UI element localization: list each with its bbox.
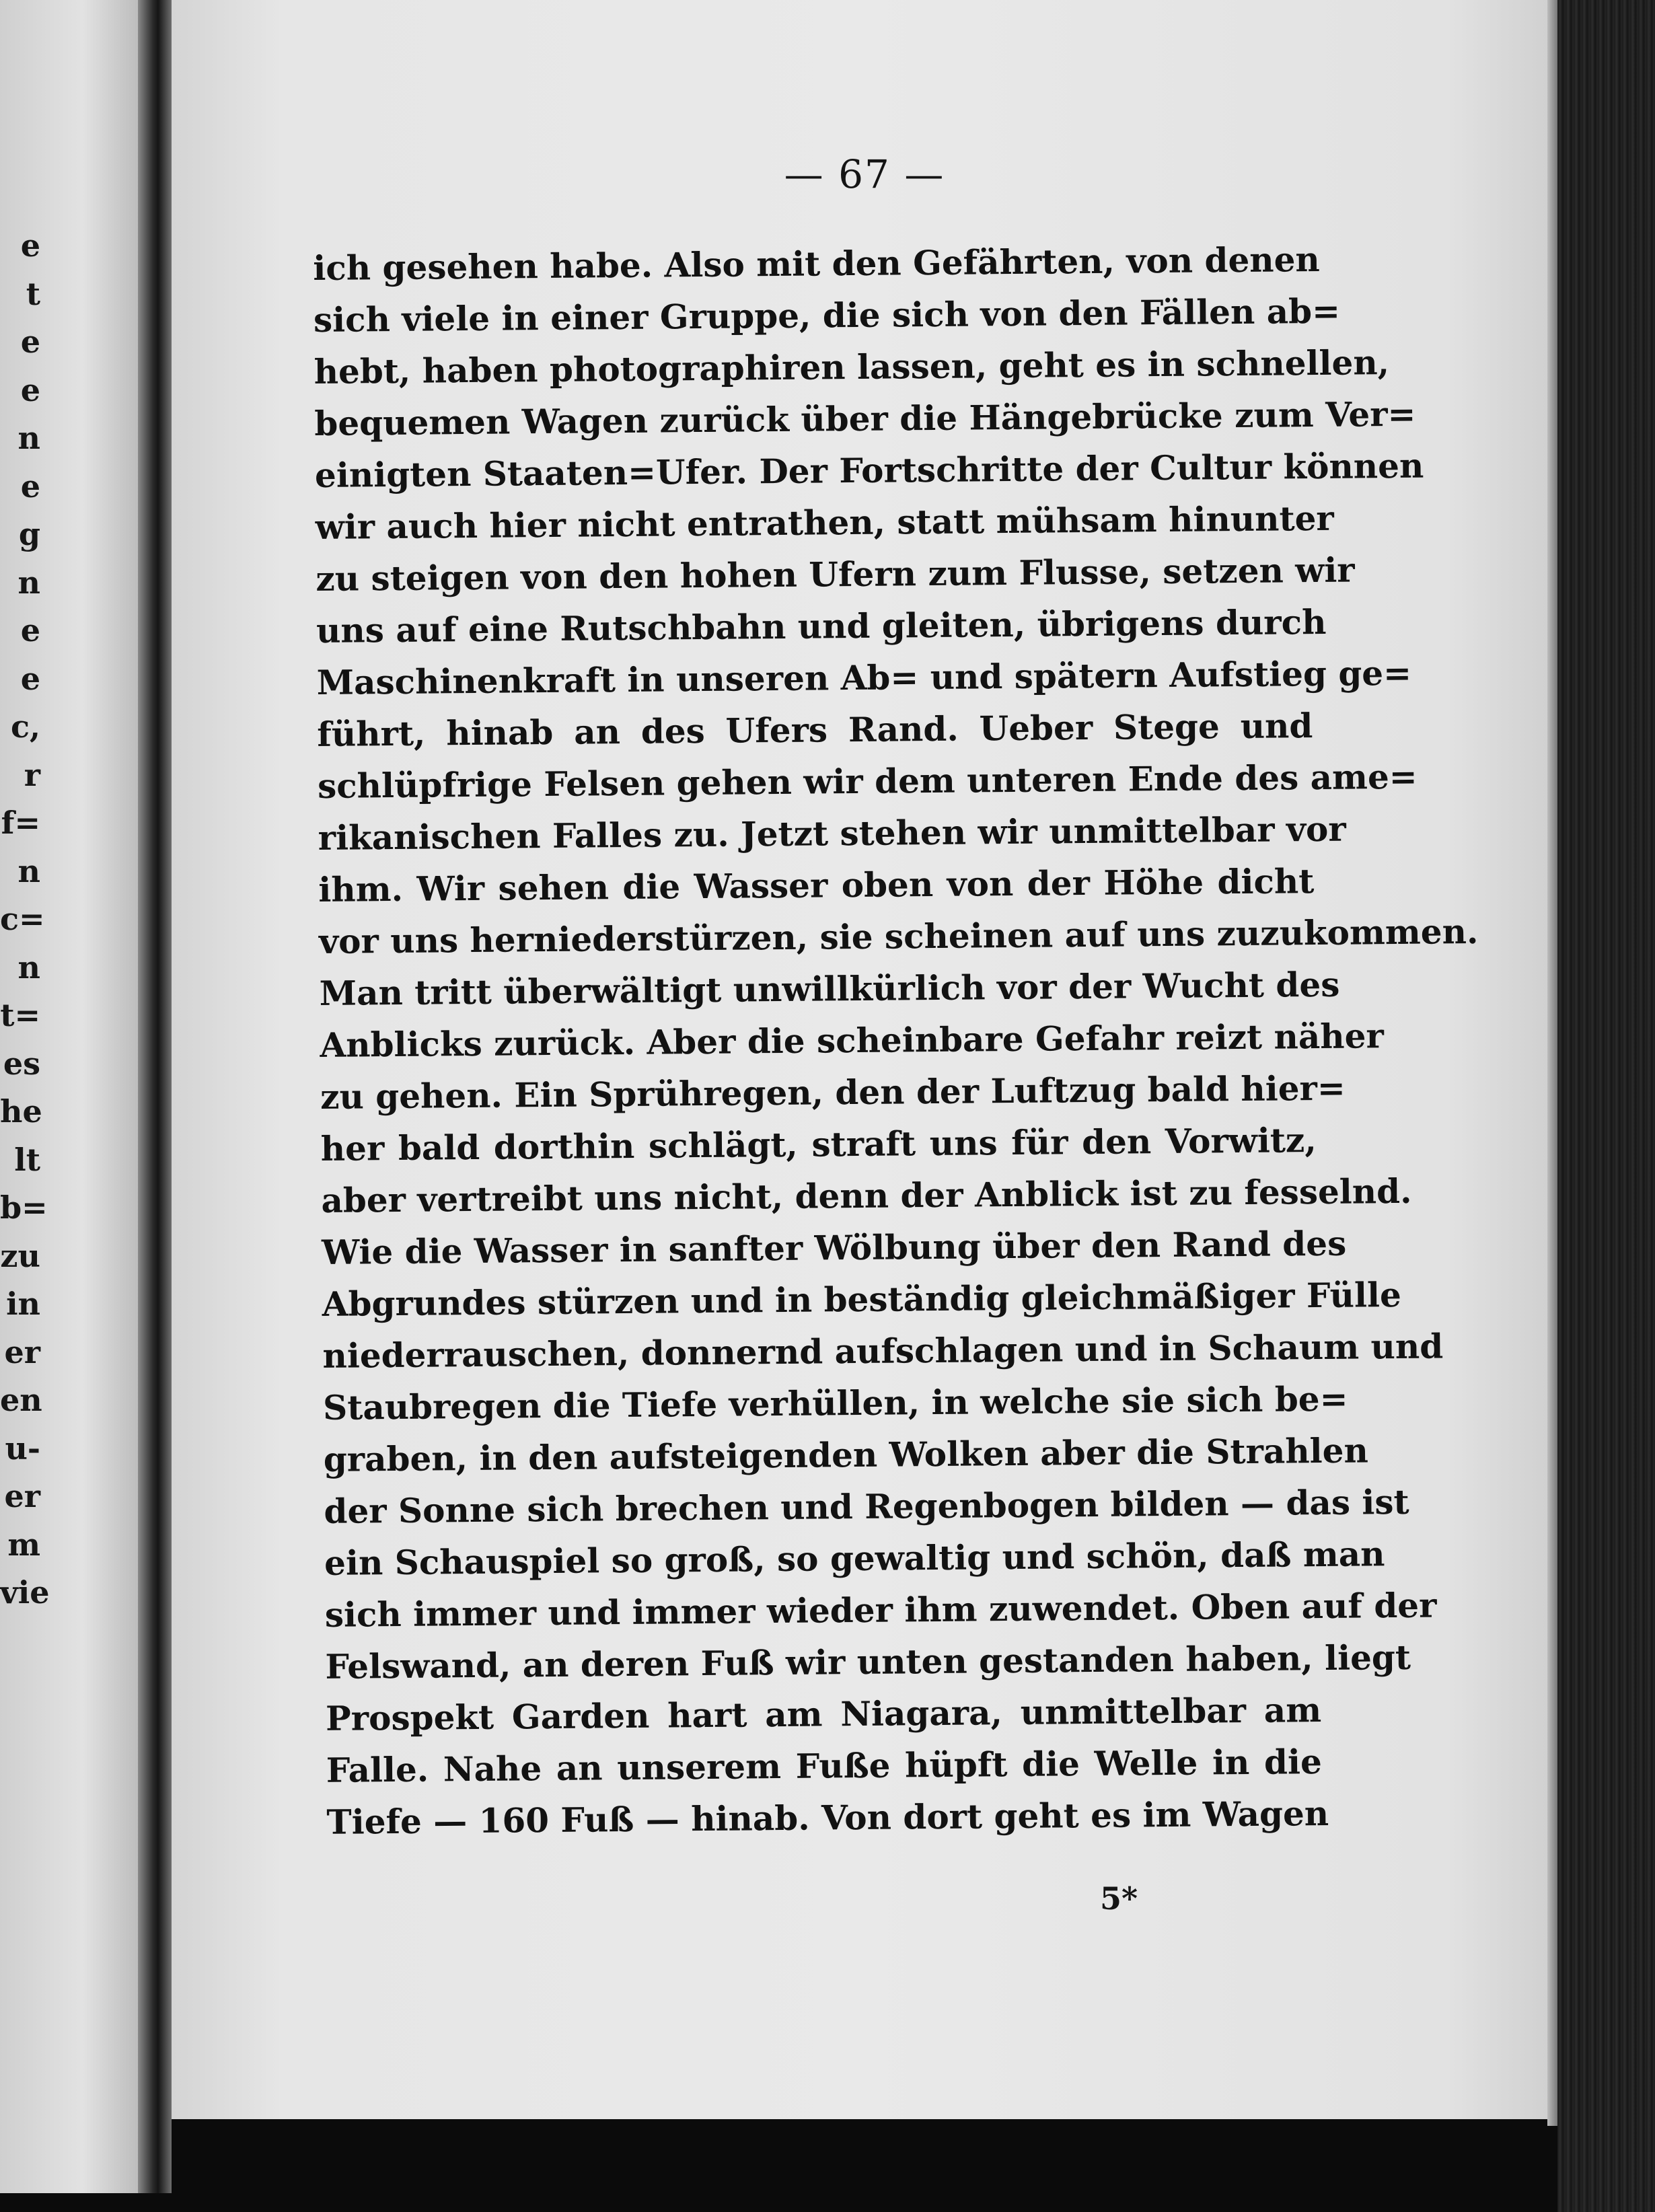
signature-mark: 5* <box>1100 1880 1138 1917</box>
text-line: Felswand, an deren Fuß wir unten gestanden haben, liegt <box>325 1637 1411 1687</box>
previous-page-fragment: n <box>17 949 40 986</box>
text-line: Man tritt überwältigt unwillkürlich vor der Wucht des <box>319 964 1340 1013</box>
previous-page-fragment: en <box>0 1382 42 1418</box>
current-page <box>172 0 1557 2119</box>
text-line: vor uns herniederstürzen, sie scheinen auf uns zuzukommen. <box>318 911 1479 961</box>
text-line: uns auf eine Rutschbahn und gleiten, übrigens durch <box>316 601 1327 651</box>
text-line: ich gesehen habe. Also mit den Gefährten, von denen <box>313 239 1321 288</box>
book-gutter <box>138 0 172 2193</box>
previous-page-fragment: lt <box>14 1141 40 1178</box>
text-line: ein Schauspiel so groß, so gewaltig und schön, daß man <box>324 1534 1385 1583</box>
text-line: rikanischen Falles zu. Jetzt stehen wir unmittelbar vor <box>318 809 1346 858</box>
text-line: hebt, haben photographiren lassen, geht es in schnellen, <box>314 342 1390 392</box>
previous-page-fragment: r <box>24 756 40 793</box>
text-line: einigten Staaten=Ufer. Der Fortschritte der Cultur können <box>314 445 1424 495</box>
previous-page-fragment: n <box>17 852 40 889</box>
previous-page-fragment: m <box>7 1526 40 1563</box>
previous-page-fragment: es <box>3 1045 40 1082</box>
page-number: — 67 — <box>784 151 945 197</box>
previous-page-fragment: in <box>6 1286 40 1322</box>
previous-page-fragment: e <box>20 468 40 505</box>
previous-page-fragment: c= <box>0 901 45 937</box>
previous-page-fragment: g <box>18 516 40 552</box>
previous-page-fragment: er <box>4 1478 40 1514</box>
text-line: bequemen Wagen zurück über die Hängebrücke zum Ver= <box>314 394 1416 443</box>
previous-page-fragment: he <box>0 1093 42 1130</box>
previous-page-fragment: e <box>20 660 40 697</box>
book-fore-edge <box>1557 0 1655 2212</box>
text-line: ihm. Wir sehen die Wasser oben von der Höhe dicht <box>318 861 1315 910</box>
previous-page-fragment: zu <box>0 1237 40 1274</box>
text-line: der Sonne sich brechen und Regenbogen bilden — das ist <box>324 1481 1409 1531</box>
text-line: wir auch hier nicht entrathen, statt mühsam hinunter <box>315 498 1334 547</box>
text-line: Wie die Wasser in sanfter Wölbung über den Rand des <box>321 1223 1347 1272</box>
previous-page-fragment: t= <box>0 997 40 1033</box>
previous-page-fragment: c, <box>10 708 40 745</box>
text-line: Staubregen die Tiefe verhüllen, in welche sie sich be= <box>322 1378 1348 1428</box>
text-line: graben, in den aufsteigenden Wolken aber die Strahlen <box>323 1430 1369 1479</box>
previous-page-fragment: er <box>4 1333 40 1370</box>
text-line: sich viele in einer Gruppe, die sich von den Fällen ab= <box>313 291 1341 340</box>
previous-page <box>0 0 138 2193</box>
previous-page-fragment: e <box>20 227 40 264</box>
text-line: schlüpfrige Felsen gehen wir dem unteren Ende des ame= <box>317 756 1418 806</box>
previous-page-fragment: n <box>17 564 40 601</box>
previous-page-fragment: f= <box>1 805 40 841</box>
previous-page-fragment: n <box>17 420 40 456</box>
text-line: Anblicks zurück. Aber die scheinbare Gefahr reizt näher <box>320 1016 1385 1065</box>
body-text <box>313 233 1479 1848</box>
previous-page-fragment: u- <box>5 1430 40 1467</box>
text-line: Prospekt Garden hart am Niagara, unmittelbar am <box>325 1690 1322 1738</box>
text-line: aber vertreibt uns nicht, denn der Anblick ist zu fesselnd. <box>321 1171 1412 1220</box>
text-line: zu steigen von den hohen Ufern zum Flusse, setzen wir <box>316 550 1355 599</box>
text-line: führt, hinab an des Ufers Rand. Ueber Stege und <box>317 706 1313 754</box>
text-line: Tiefe — 160 Fuß — hinab. Von dort geht es im Wagen <box>326 1793 1329 1842</box>
previous-page-line-fragments <box>0 222 50 1617</box>
text-line: her bald dorthin schlägt, straft uns für den Vorwitz, <box>320 1120 1317 1169</box>
text-line: Abgrundes stürzen und in beständig gleichmäßiger Fülle <box>322 1274 1402 1324</box>
previous-page-fragment: b= <box>0 1189 48 1226</box>
text-line: zu gehen. Ein Sprühregen, den der Luftzug bald hier= <box>320 1068 1346 1117</box>
previous-page-fragment: vie <box>0 1574 50 1611</box>
previous-page-fragment: t <box>26 275 40 312</box>
previous-page-fragment: e <box>20 371 40 408</box>
text-line: niederrauschen, donnernd aufschlagen und in Schaum und <box>322 1326 1444 1376</box>
previous-page-fragment: e <box>20 612 40 649</box>
text-line: Falle. Nahe an unserem Fuße hüpft die Welle in die <box>326 1741 1323 1790</box>
previous-page-fragment: e <box>20 324 40 360</box>
text-line: sich immer und immer wieder ihm zuwendet. Oben auf der <box>324 1585 1437 1635</box>
text-line: Maschinenkraft in unseren Ab= und spätern Aufstieg ge= <box>316 653 1412 702</box>
